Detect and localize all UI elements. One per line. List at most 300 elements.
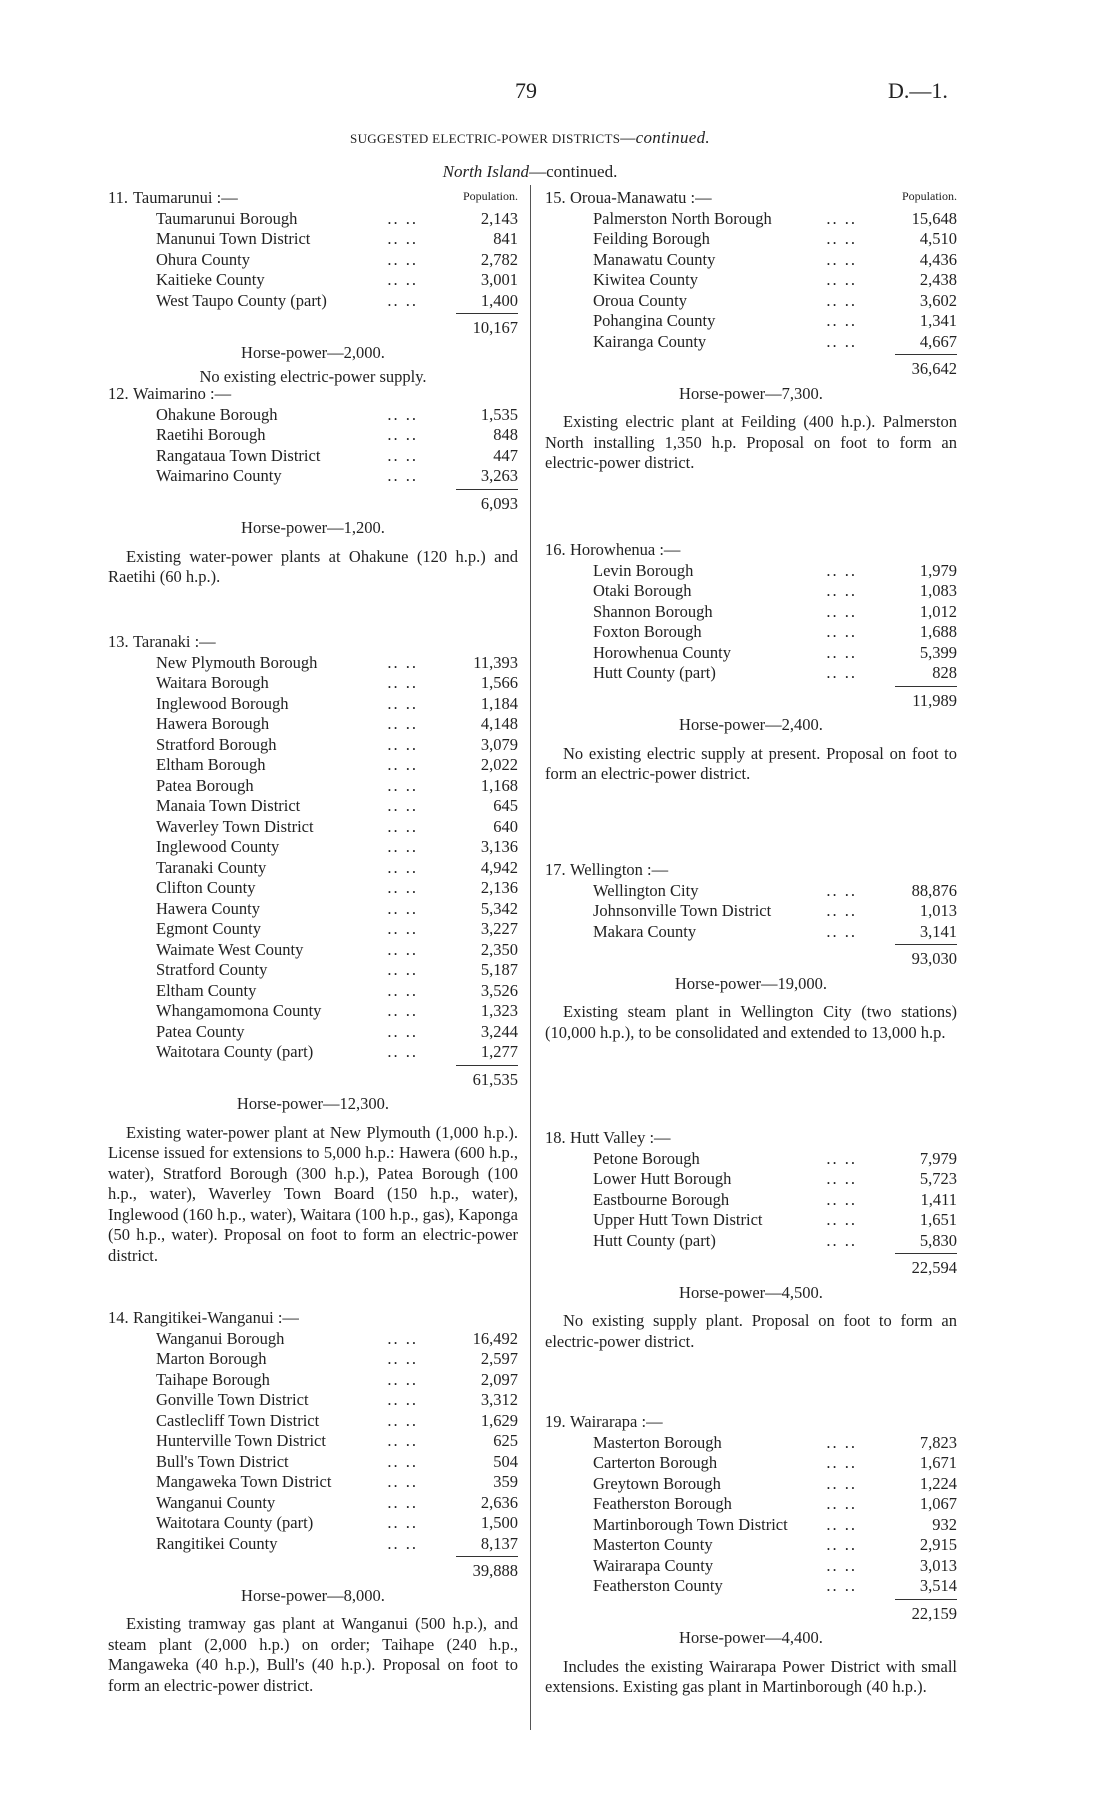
population-entry bbox=[108, 1022, 518, 1043]
population-value: 3,013 bbox=[919, 1555, 957, 1575]
population-value: 1,013 bbox=[919, 901, 957, 920]
leader-dots: .. .. bbox=[387, 1513, 418, 1532]
population-entry bbox=[545, 1535, 957, 1556]
locality-name: Makara County bbox=[593, 921, 697, 941]
population-total: 39,888 bbox=[472, 1561, 518, 1580]
population-value: 848 bbox=[493, 425, 518, 444]
leader-dots: .. .. bbox=[387, 404, 418, 424]
population-entry bbox=[545, 1190, 957, 1211]
population-entry bbox=[108, 694, 518, 715]
district-number: 11. bbox=[108, 188, 129, 207]
district-title bbox=[108, 632, 518, 653]
leader-dots: .. .. bbox=[826, 208, 857, 228]
population-entry bbox=[108, 960, 518, 981]
district-number: 15. bbox=[545, 188, 566, 207]
population-total: 93,030 bbox=[911, 949, 957, 968]
population-entry bbox=[108, 1042, 518, 1063]
district-name: Horowhenua :— bbox=[570, 540, 681, 559]
district-title bbox=[108, 384, 518, 405]
locality-name: Rangitikei County bbox=[156, 1533, 278, 1553]
leader-dots: .. .. bbox=[387, 208, 418, 228]
locality-name: Patea Borough bbox=[156, 775, 254, 795]
horse-power: Horse-power—4,400. bbox=[679, 1628, 823, 1647]
leader-dots: .. .. bbox=[387, 652, 418, 672]
population-value: 2,350 bbox=[480, 939, 518, 959]
population-entry bbox=[108, 776, 518, 797]
population-entry bbox=[545, 1210, 957, 1231]
population-value: 2,915 bbox=[919, 1535, 957, 1554]
population-entry bbox=[545, 332, 957, 353]
district-number: 16. bbox=[545, 540, 566, 559]
leader-dots: .. .. bbox=[826, 901, 857, 920]
population-value: 11,393 bbox=[473, 652, 518, 672]
leader-dots: .. .. bbox=[387, 755, 418, 774]
population-value: 1,168 bbox=[480, 775, 518, 795]
leader-dots: .. .. bbox=[387, 693, 418, 713]
locality-name: Hunterville Town District bbox=[156, 1431, 326, 1450]
population-header-right: Population. bbox=[901, 189, 957, 203]
leader-dots: .. .. bbox=[387, 898, 418, 918]
column-divider bbox=[530, 185, 531, 1730]
leader-dots: .. .. bbox=[387, 1533, 418, 1553]
population-value: 359 bbox=[493, 1472, 518, 1491]
locality-name: Castlecliff Town District bbox=[156, 1410, 320, 1430]
population-entry bbox=[545, 1474, 957, 1495]
locality-name: Patea County bbox=[156, 1021, 245, 1041]
locality-name: Mangaweka Town District bbox=[156, 1472, 332, 1491]
population-value: 932 bbox=[932, 1514, 957, 1534]
population-value: 1,688 bbox=[919, 622, 957, 641]
population-header: Population. bbox=[462, 189, 518, 203]
population-value: 15,648 bbox=[911, 208, 957, 228]
leader-dots: .. .. bbox=[387, 673, 418, 692]
population-value: 7,823 bbox=[919, 1432, 957, 1452]
population-entry bbox=[545, 311, 957, 332]
locality-name: Masterton County bbox=[593, 1535, 713, 1554]
population-value: 1,184 bbox=[480, 693, 518, 713]
population-value: 1,012 bbox=[919, 601, 957, 621]
locality-name: Otaki Borough bbox=[593, 581, 692, 600]
district-note: Existing tramway gas plant at Wanganui (500 h.p.), and steam plant (2,000 h.p.) on order; Taihape (240 h.p., Mangaweka (40 h.p.), Bull's (40 h.p.). Proposal on foot to form an electric-power district. bbox=[108, 1614, 518, 1695]
population-value: 828 bbox=[932, 663, 957, 682]
population-value: 4,510 bbox=[919, 229, 957, 248]
population-value: 4,667 bbox=[919, 331, 957, 351]
leader-dots: .. .. bbox=[387, 290, 418, 310]
district-title bbox=[108, 188, 518, 209]
population-entry bbox=[108, 250, 518, 271]
locality-name: Featherston County bbox=[593, 1576, 723, 1595]
leader-dots: .. .. bbox=[387, 1328, 418, 1348]
locality-name: Eltham County bbox=[156, 980, 257, 1000]
leader-dots: .. .. bbox=[826, 1169, 857, 1188]
population-value: 1,341 bbox=[919, 311, 957, 330]
document-code: D.—1. bbox=[888, 78, 948, 103]
population-entry bbox=[108, 229, 518, 250]
locality-name: Waimarino County bbox=[156, 466, 282, 485]
leader-dots: .. .. bbox=[387, 939, 418, 959]
leader-dots: .. .. bbox=[826, 249, 857, 269]
leader-dots: .. .. bbox=[387, 878, 418, 897]
district-note: No existing supply plant. Proposal on foot to form an electric-power district. bbox=[545, 1311, 957, 1351]
population-value: 2,438 bbox=[919, 270, 957, 289]
leader-dots: .. .. bbox=[826, 290, 857, 310]
population-value: 5,187 bbox=[480, 960, 518, 979]
district-note: No existing electric supply at present. Proposal on foot to form an electric-power district. bbox=[545, 743, 957, 783]
district-11 bbox=[108, 188, 518, 388]
population-entry bbox=[545, 561, 957, 582]
district-number: 12. bbox=[108, 384, 129, 403]
population-value: 1,411 bbox=[920, 1189, 957, 1209]
horse-power: Horse-power—8,000. bbox=[241, 1585, 385, 1605]
leader-dots: .. .. bbox=[826, 642, 857, 662]
population-entry bbox=[108, 714, 518, 735]
leader-dots: .. .. bbox=[387, 857, 418, 877]
locality-name: Johnsonville Town District bbox=[593, 901, 772, 920]
population-entry bbox=[545, 1453, 957, 1474]
region-continued: —continued. bbox=[529, 162, 618, 181]
locality-name: Egmont County bbox=[156, 919, 261, 938]
population-entry bbox=[108, 837, 518, 858]
locality-name: Bull's Town District bbox=[156, 1451, 289, 1471]
district-18 bbox=[545, 1128, 957, 1352]
population-total: 36,642 bbox=[911, 359, 957, 378]
population-value: 645 bbox=[493, 796, 518, 815]
population-value: 7,979 bbox=[919, 1148, 957, 1168]
leader-dots: .. .. bbox=[826, 1555, 857, 1575]
population-entry bbox=[108, 899, 518, 920]
population-value: 5,830 bbox=[919, 1230, 957, 1250]
locality-name: Stratford Borough bbox=[156, 734, 277, 754]
population-value: 1,083 bbox=[919, 581, 957, 600]
population-entry bbox=[108, 270, 518, 291]
population-entry bbox=[108, 1431, 518, 1452]
district-title bbox=[108, 1308, 518, 1329]
locality-name: Taihape Borough bbox=[156, 1369, 270, 1389]
population-entry bbox=[108, 1493, 518, 1514]
locality-name: Taumarunui Borough bbox=[156, 208, 298, 228]
leader-dots: .. .. bbox=[826, 1576, 857, 1595]
leader-dots: .. .. bbox=[826, 331, 857, 351]
horse-power: Horse-power—12,300. bbox=[236, 1094, 390, 1113]
locality-name: Manawatu County bbox=[593, 249, 716, 269]
district-13 bbox=[108, 632, 518, 1266]
horse-power: Horse-power—1,200. bbox=[241, 518, 385, 537]
leader-dots: .. .. bbox=[387, 1001, 418, 1020]
leader-dots: .. .. bbox=[826, 880, 857, 900]
population-entry bbox=[108, 466, 518, 487]
heading-continued: —continued. bbox=[620, 128, 710, 147]
leader-dots: .. .. bbox=[387, 1451, 418, 1471]
population-entry bbox=[108, 209, 518, 230]
leader-dots: .. .. bbox=[387, 919, 418, 938]
leader-dots: .. .. bbox=[387, 796, 418, 815]
population-value: 1,067 bbox=[919, 1494, 957, 1513]
population-value: 2,782 bbox=[480, 249, 518, 269]
locality-name: Martinborough Town District bbox=[593, 1514, 788, 1534]
population-value: 2,022 bbox=[480, 755, 518, 774]
population-value: 3,263 bbox=[480, 466, 518, 485]
region-subheading bbox=[0, 162, 1060, 182]
population-entry bbox=[545, 1494, 957, 1515]
locality-name: Masterton Borough bbox=[593, 1432, 722, 1452]
leader-dots: .. .. bbox=[387, 734, 418, 754]
locality-name: Whangamomona County bbox=[156, 1001, 322, 1020]
population-total: 10,167 bbox=[472, 318, 518, 337]
locality-name: Featherston Borough bbox=[593, 1494, 732, 1513]
locality-name: Inglewood Borough bbox=[156, 693, 289, 713]
leader-dots: .. .. bbox=[387, 960, 418, 979]
locality-name: Pohangina County bbox=[593, 311, 716, 330]
population-value: 3,526 bbox=[480, 980, 518, 1000]
leader-dots: .. .. bbox=[826, 1453, 857, 1472]
population-entry bbox=[545, 1433, 957, 1454]
locality-name: Manaia Town District bbox=[156, 796, 301, 815]
leader-dots: .. .. bbox=[387, 249, 418, 269]
population-value: 16,492 bbox=[472, 1328, 518, 1348]
population-entry bbox=[108, 1329, 518, 1350]
population-entry bbox=[108, 1370, 518, 1391]
district-title bbox=[545, 540, 957, 561]
locality-name: Lower Hutt Borough bbox=[593, 1169, 732, 1188]
locality-name: Taranaki County bbox=[156, 857, 267, 877]
heading-title: SUGGESTED ELECTRIC-POWER DISTRICTS bbox=[350, 131, 621, 146]
district-number: 13. bbox=[108, 632, 129, 651]
population-entry bbox=[108, 735, 518, 756]
population-entry bbox=[108, 1390, 518, 1411]
leader-dots: .. .. bbox=[387, 1390, 418, 1409]
district-title bbox=[545, 188, 957, 209]
locality-name: Wairarapa County bbox=[593, 1555, 714, 1575]
locality-name: Oroua County bbox=[593, 290, 687, 310]
population-entry bbox=[108, 1534, 518, 1555]
population-entry bbox=[545, 643, 957, 664]
population-entry bbox=[108, 1513, 518, 1534]
population-value: 1,323 bbox=[480, 1001, 518, 1020]
locality-name: Stratford County bbox=[156, 960, 268, 979]
population-value: 8,137 bbox=[480, 1533, 518, 1553]
locality-name: Ohura County bbox=[156, 249, 250, 269]
locality-name: Hawera Borough bbox=[156, 714, 270, 733]
population-entry bbox=[545, 1231, 957, 1252]
district-12 bbox=[108, 384, 518, 588]
population-total: 6,093 bbox=[480, 493, 518, 513]
leader-dots: .. .. bbox=[387, 1021, 418, 1041]
leader-dots: .. .. bbox=[826, 270, 857, 289]
horse-power: Horse-power—4,500. bbox=[679, 1282, 823, 1302]
locality-name: Hutt County (part) bbox=[593, 1230, 716, 1250]
population-entry bbox=[545, 1576, 957, 1597]
leader-dots: .. .. bbox=[826, 601, 857, 621]
horse-power: Horse-power—2,400. bbox=[679, 715, 823, 734]
locality-name: Ohakune Borough bbox=[156, 404, 278, 424]
district-note: Existing water-power plant at New Plymouth (1,000 h.p.). License issued for extensions to 5,000 h.p.: Hawera (600 h.p., water), Stratford Borough (300 h.p.), Patea Borough (100 h.p., water), Waverley Town Board (150 h.p., water), Inglewood (160 h.p., water), Waitara (100 h.p., gas), Kaponga (50 h.p., water). Proposal on foot to form an electric-power district. bbox=[108, 1122, 518, 1265]
leader-dots: .. .. bbox=[387, 1369, 418, 1389]
locality-name: Gonville Town District bbox=[156, 1390, 309, 1409]
population-entry bbox=[108, 291, 518, 312]
population-value: 1,566 bbox=[480, 673, 518, 692]
population-entry bbox=[545, 1515, 957, 1536]
population-entry bbox=[545, 250, 957, 271]
district-name: Waimarino :— bbox=[133, 384, 232, 403]
leader-dots: .. .. bbox=[826, 1494, 857, 1513]
district-name: Taumarunui :— bbox=[133, 188, 238, 207]
leader-dots: .. .. bbox=[387, 1431, 418, 1450]
leader-dots: .. .. bbox=[826, 921, 857, 941]
population-entry bbox=[545, 1149, 957, 1170]
population-value: 1,224 bbox=[919, 1473, 957, 1493]
population-entry bbox=[545, 1169, 957, 1190]
locality-name: Marton Borough bbox=[156, 1349, 267, 1368]
locality-name: Levin Borough bbox=[593, 560, 694, 580]
district-note: Existing water-power plants at Ohakune (120 h.p.) and Raetihi (60 h.p.). bbox=[108, 546, 518, 586]
population-value: 1,277 bbox=[480, 1042, 518, 1061]
district-17 bbox=[545, 860, 957, 1043]
leader-dots: .. .. bbox=[826, 663, 857, 682]
leader-dots: .. .. bbox=[826, 1148, 857, 1168]
population-entry bbox=[108, 878, 518, 899]
population-value: 5,399 bbox=[919, 642, 957, 662]
leader-dots: .. .. bbox=[826, 229, 857, 248]
leader-dots: .. .. bbox=[387, 466, 418, 485]
population-value: 5,723 bbox=[919, 1169, 957, 1188]
population-entry bbox=[545, 881, 957, 902]
population-value: 3,141 bbox=[919, 921, 957, 941]
leader-dots: .. .. bbox=[387, 1349, 418, 1368]
population-value: 2,143 bbox=[480, 208, 518, 228]
leader-dots: .. .. bbox=[387, 1042, 418, 1061]
leader-dots: .. .. bbox=[826, 560, 857, 580]
district-name: Rangitikei-Wanganui :— bbox=[133, 1308, 299, 1327]
locality-name: Waitara Borough bbox=[156, 673, 269, 692]
leader-dots: .. .. bbox=[826, 622, 857, 641]
locality-name: Raetihi Borough bbox=[156, 425, 266, 444]
locality-name: Shannon Borough bbox=[593, 601, 713, 621]
population-value: 88,876 bbox=[911, 880, 957, 900]
population-total: 11,989 bbox=[912, 690, 957, 710]
population-total: 22,594 bbox=[911, 1258, 957, 1277]
leader-dots: .. .. bbox=[826, 1473, 857, 1493]
population-entry bbox=[545, 622, 957, 643]
population-value: 2,636 bbox=[480, 1492, 518, 1512]
locality-name: Greytown Borough bbox=[593, 1473, 721, 1493]
population-value: 1,671 bbox=[919, 1453, 957, 1472]
population-value: 3,244 bbox=[480, 1021, 518, 1041]
population-value: 5,342 bbox=[480, 898, 518, 918]
locality-name: Wanganui Borough bbox=[156, 1328, 285, 1348]
population-value: 1,629 bbox=[480, 1410, 518, 1430]
population-entry bbox=[108, 981, 518, 1002]
leader-dots: .. .. bbox=[387, 816, 418, 836]
leader-dots: .. .. bbox=[387, 1472, 418, 1491]
population-entry bbox=[108, 1001, 518, 1022]
population-total: 61,535 bbox=[472, 1069, 518, 1089]
horse-power: Horse-power—19,000. bbox=[674, 973, 828, 993]
population-value: 2,597 bbox=[480, 1349, 518, 1368]
locality-name: Foxton Borough bbox=[593, 622, 702, 641]
leader-dots: .. .. bbox=[826, 1189, 857, 1209]
locality-name: Carterton Borough bbox=[593, 1453, 718, 1472]
leader-dots: .. .. bbox=[826, 1432, 857, 1452]
leader-dots: .. .. bbox=[387, 837, 418, 856]
population-entry bbox=[108, 1411, 518, 1432]
leader-dots: .. .. bbox=[826, 1230, 857, 1250]
leader-dots: .. .. bbox=[387, 425, 418, 444]
locality-name: Rangataua Town District bbox=[156, 445, 321, 465]
locality-name: Feilding Borough bbox=[593, 229, 710, 248]
population-entry bbox=[108, 1472, 518, 1493]
district-number: 17. bbox=[545, 860, 566, 879]
locality-name: Waimate West County bbox=[156, 939, 304, 959]
page-number: 79 bbox=[515, 78, 537, 103]
population-entry bbox=[545, 209, 957, 230]
population-entry bbox=[108, 858, 518, 879]
population-entry bbox=[108, 1349, 518, 1370]
population-entry bbox=[108, 446, 518, 467]
leader-dots: .. .. bbox=[826, 1535, 857, 1554]
page-heading bbox=[0, 128, 1060, 148]
district-name: Taranaki :— bbox=[133, 632, 216, 651]
population-value: 1,400 bbox=[480, 290, 518, 310]
population-value: 640 bbox=[493, 816, 518, 836]
leader-dots: .. .. bbox=[387, 980, 418, 1000]
district-title bbox=[545, 1128, 957, 1149]
district-note: Includes the existing Wairarapa Power District with small extensions. Existing gas plant in Martinborough (40 h.p.). bbox=[545, 1656, 957, 1696]
population-value: 841 bbox=[493, 229, 518, 248]
locality-name: Kiwitea County bbox=[593, 270, 698, 289]
leader-dots: .. .. bbox=[387, 1492, 418, 1512]
locality-name: Wellington City bbox=[593, 880, 699, 900]
population-value: 1,535 bbox=[480, 404, 518, 424]
district-note: Existing electric plant at Feilding (400 h.p.). Palmerston North installing 1,350 h.p. Proposal on foot to form an electric-power district. bbox=[545, 412, 957, 472]
leader-dots: .. .. bbox=[387, 1410, 418, 1430]
locality-name: Petone Borough bbox=[593, 1148, 700, 1168]
population-entry bbox=[108, 1452, 518, 1473]
population-entry bbox=[545, 581, 957, 602]
population-value: 4,148 bbox=[480, 714, 518, 733]
population-entry bbox=[545, 663, 957, 684]
locality-name: Wanganui County bbox=[156, 1492, 276, 1512]
region-name: North Island bbox=[442, 162, 530, 181]
population-value: 2,136 bbox=[480, 878, 518, 897]
population-value: 4,436 bbox=[919, 249, 957, 269]
locality-name: Manunui Town District bbox=[156, 229, 311, 248]
population-entry bbox=[545, 901, 957, 922]
population-value: 447 bbox=[493, 445, 518, 465]
population-value: 3,514 bbox=[919, 1576, 957, 1595]
population-entry bbox=[108, 673, 518, 694]
leader-dots: .. .. bbox=[826, 1210, 857, 1229]
locality-name: Kaitieke County bbox=[156, 270, 265, 289]
population-value: 1,651 bbox=[919, 1210, 957, 1229]
population-value: 3,227 bbox=[480, 919, 518, 938]
district-number: 19. bbox=[545, 1412, 566, 1431]
population-entry bbox=[108, 755, 518, 776]
population-entry bbox=[108, 796, 518, 817]
locality-name: West Taupo County (part) bbox=[156, 290, 327, 310]
district-title bbox=[545, 860, 957, 881]
population-value: 3,001 bbox=[480, 270, 518, 289]
locality-name: Kairanga County bbox=[593, 331, 707, 351]
district-19 bbox=[545, 1412, 957, 1698]
district-14 bbox=[108, 1308, 518, 1696]
population-value: 3,312 bbox=[480, 1390, 518, 1409]
leader-dots: .. .. bbox=[387, 270, 418, 289]
leader-dots: .. .. bbox=[387, 775, 418, 795]
locality-name: Horowhenua County bbox=[593, 642, 731, 662]
population-entry bbox=[108, 919, 518, 940]
locality-name: Inglewood County bbox=[156, 837, 280, 856]
population-entry bbox=[545, 291, 957, 312]
